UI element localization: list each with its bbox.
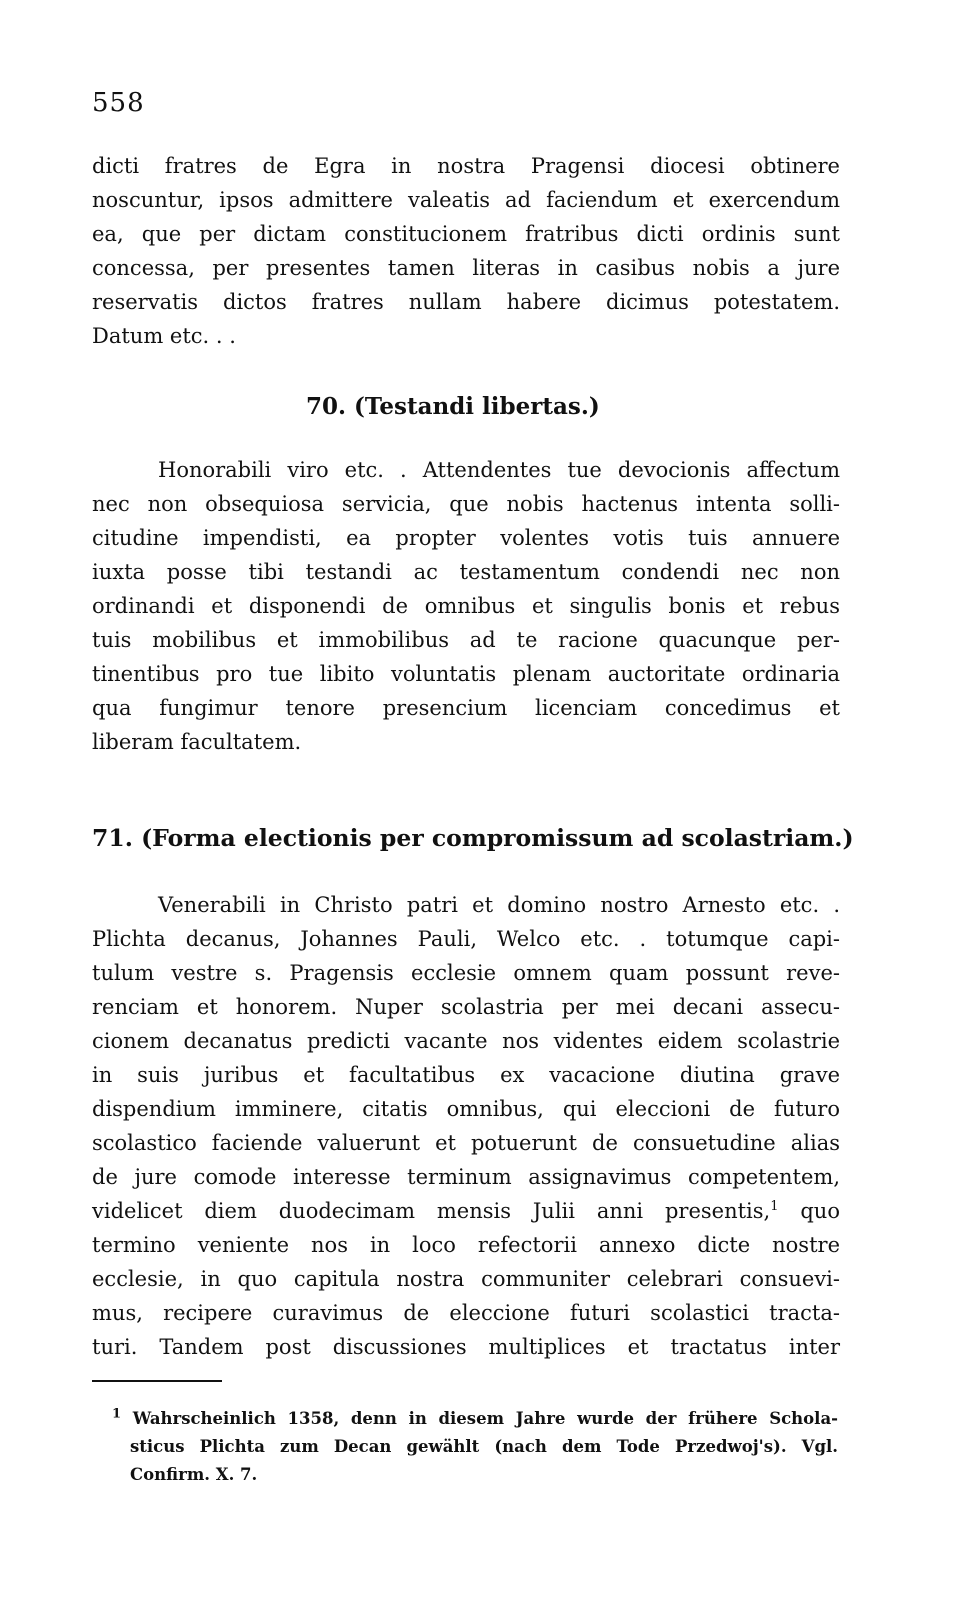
text-line: qua fungimur tenore presencium licenciam concedimus et <box>92 696 840 720</box>
text-line: nec non obsequiosa servicia, que nobis hactenus intenta solli- <box>92 492 840 516</box>
section-heading-71: 71. (Forma electionis per compromissum ad scolastriam.) <box>92 824 854 852</box>
text-line: citudine impendisti, ea propter volentes votis tuis annuere <box>92 526 840 550</box>
text-line: scolastico faciende valuerunt et potuerunt de consuetudine alias <box>92 1131 840 1155</box>
text-line: iuxta posse tibi testandi ac testamentum condendi nec non <box>92 560 840 584</box>
text-line: Datum etc. . . <box>92 324 236 348</box>
footnote-divider <box>92 1380 222 1382</box>
text-line: noscuntur, ipsos admittere valeatis ad faciendum et exercendum <box>92 188 840 212</box>
footnote-line <box>112 1408 838 1430</box>
text-line: in suis juribus et facultatibus ex vacacione diutina grave <box>92 1063 840 1087</box>
footnote-text: Wahrscheinlich 1358, denn in diesem Jahre wurde der frühere Schola- <box>132 1409 838 1428</box>
section-heading-70: 70. (Testandi libertas.) <box>306 393 600 420</box>
text-segment: quo <box>800 1199 840 1223</box>
text-line: tulum vestre s. Pragensis ecclesie omnem quam possunt reve- <box>92 961 840 985</box>
text-line: mus, recipere curavimus de eleccione futuri scolastici tracta- <box>92 1301 840 1325</box>
text-line: turi. Tandem post discussiones multiplices et tractatus inter <box>92 1335 840 1359</box>
text-line: Venerabili in Christo patri et domino nostro Arnesto etc. . <box>158 893 840 917</box>
text-line: reservatis dictos fratres nullam habere dicimus potestatem. <box>92 290 840 314</box>
text-line-with-footnote <box>92 1197 840 1225</box>
text-line: renciam et honorem. Nuper scolastria per mei decani assecu- <box>92 995 840 1019</box>
text-line: de jure comode interesse terminum assignavimus competentem, <box>92 1165 840 1189</box>
footnote-mark: 1 <box>112 1406 122 1422</box>
text-line: tuis mobilibus et immobilibus ad te racione quacunque per- <box>92 628 840 652</box>
footnote-reference[interactable]: 1 <box>770 1199 779 1214</box>
footnote-line: sticus Plichta zum Decan gewählt (nach dem Tode Przedwoj's). Vgl. <box>130 1437 838 1456</box>
text-line: Plichta decanus, Johannes Pauli, Welco etc. . totumque capi- <box>92 927 840 951</box>
text-line: dispendium imminere, citatis omnibus, qui eleccioni de futuro <box>92 1097 840 1121</box>
text-line: ordinandi et disponendi de omnibus et singulis bonis et rebus <box>92 594 840 618</box>
page-number: 558 <box>92 88 145 118</box>
text-line: ea, que per dictam constitucionem fratribus dicti ordinis sunt <box>92 222 840 246</box>
text-line: dicti fratres de Egra in nostra Pragensi diocesi obtinere <box>92 154 840 178</box>
text-line: tinentibus pro tue libito voluntatis plenam auctoritate ordinaria <box>92 662 840 686</box>
text-line: Honorabili viro etc. . Attendentes tue devocionis affectum <box>158 458 840 482</box>
footnote-line: Confirm. X. 7. <box>130 1465 258 1484</box>
text-line: liberam facultatem. <box>92 730 302 754</box>
text-line: cionem decanatus predicti vacante nos videntes eidem scolastrie <box>92 1029 840 1053</box>
text-line: termino veniente nos in loco refectorii annexo dicte nostre <box>92 1233 840 1257</box>
text-line: concessa, per presentes tamen literas in casibus nobis a jure <box>92 256 840 280</box>
text-line: ecclesie, in quo capitula nostra communiter celebrari consuevi- <box>92 1267 840 1291</box>
text-segment: videlicet diem duodecimam mensis Julii anni presentis, <box>92 1199 771 1223</box>
